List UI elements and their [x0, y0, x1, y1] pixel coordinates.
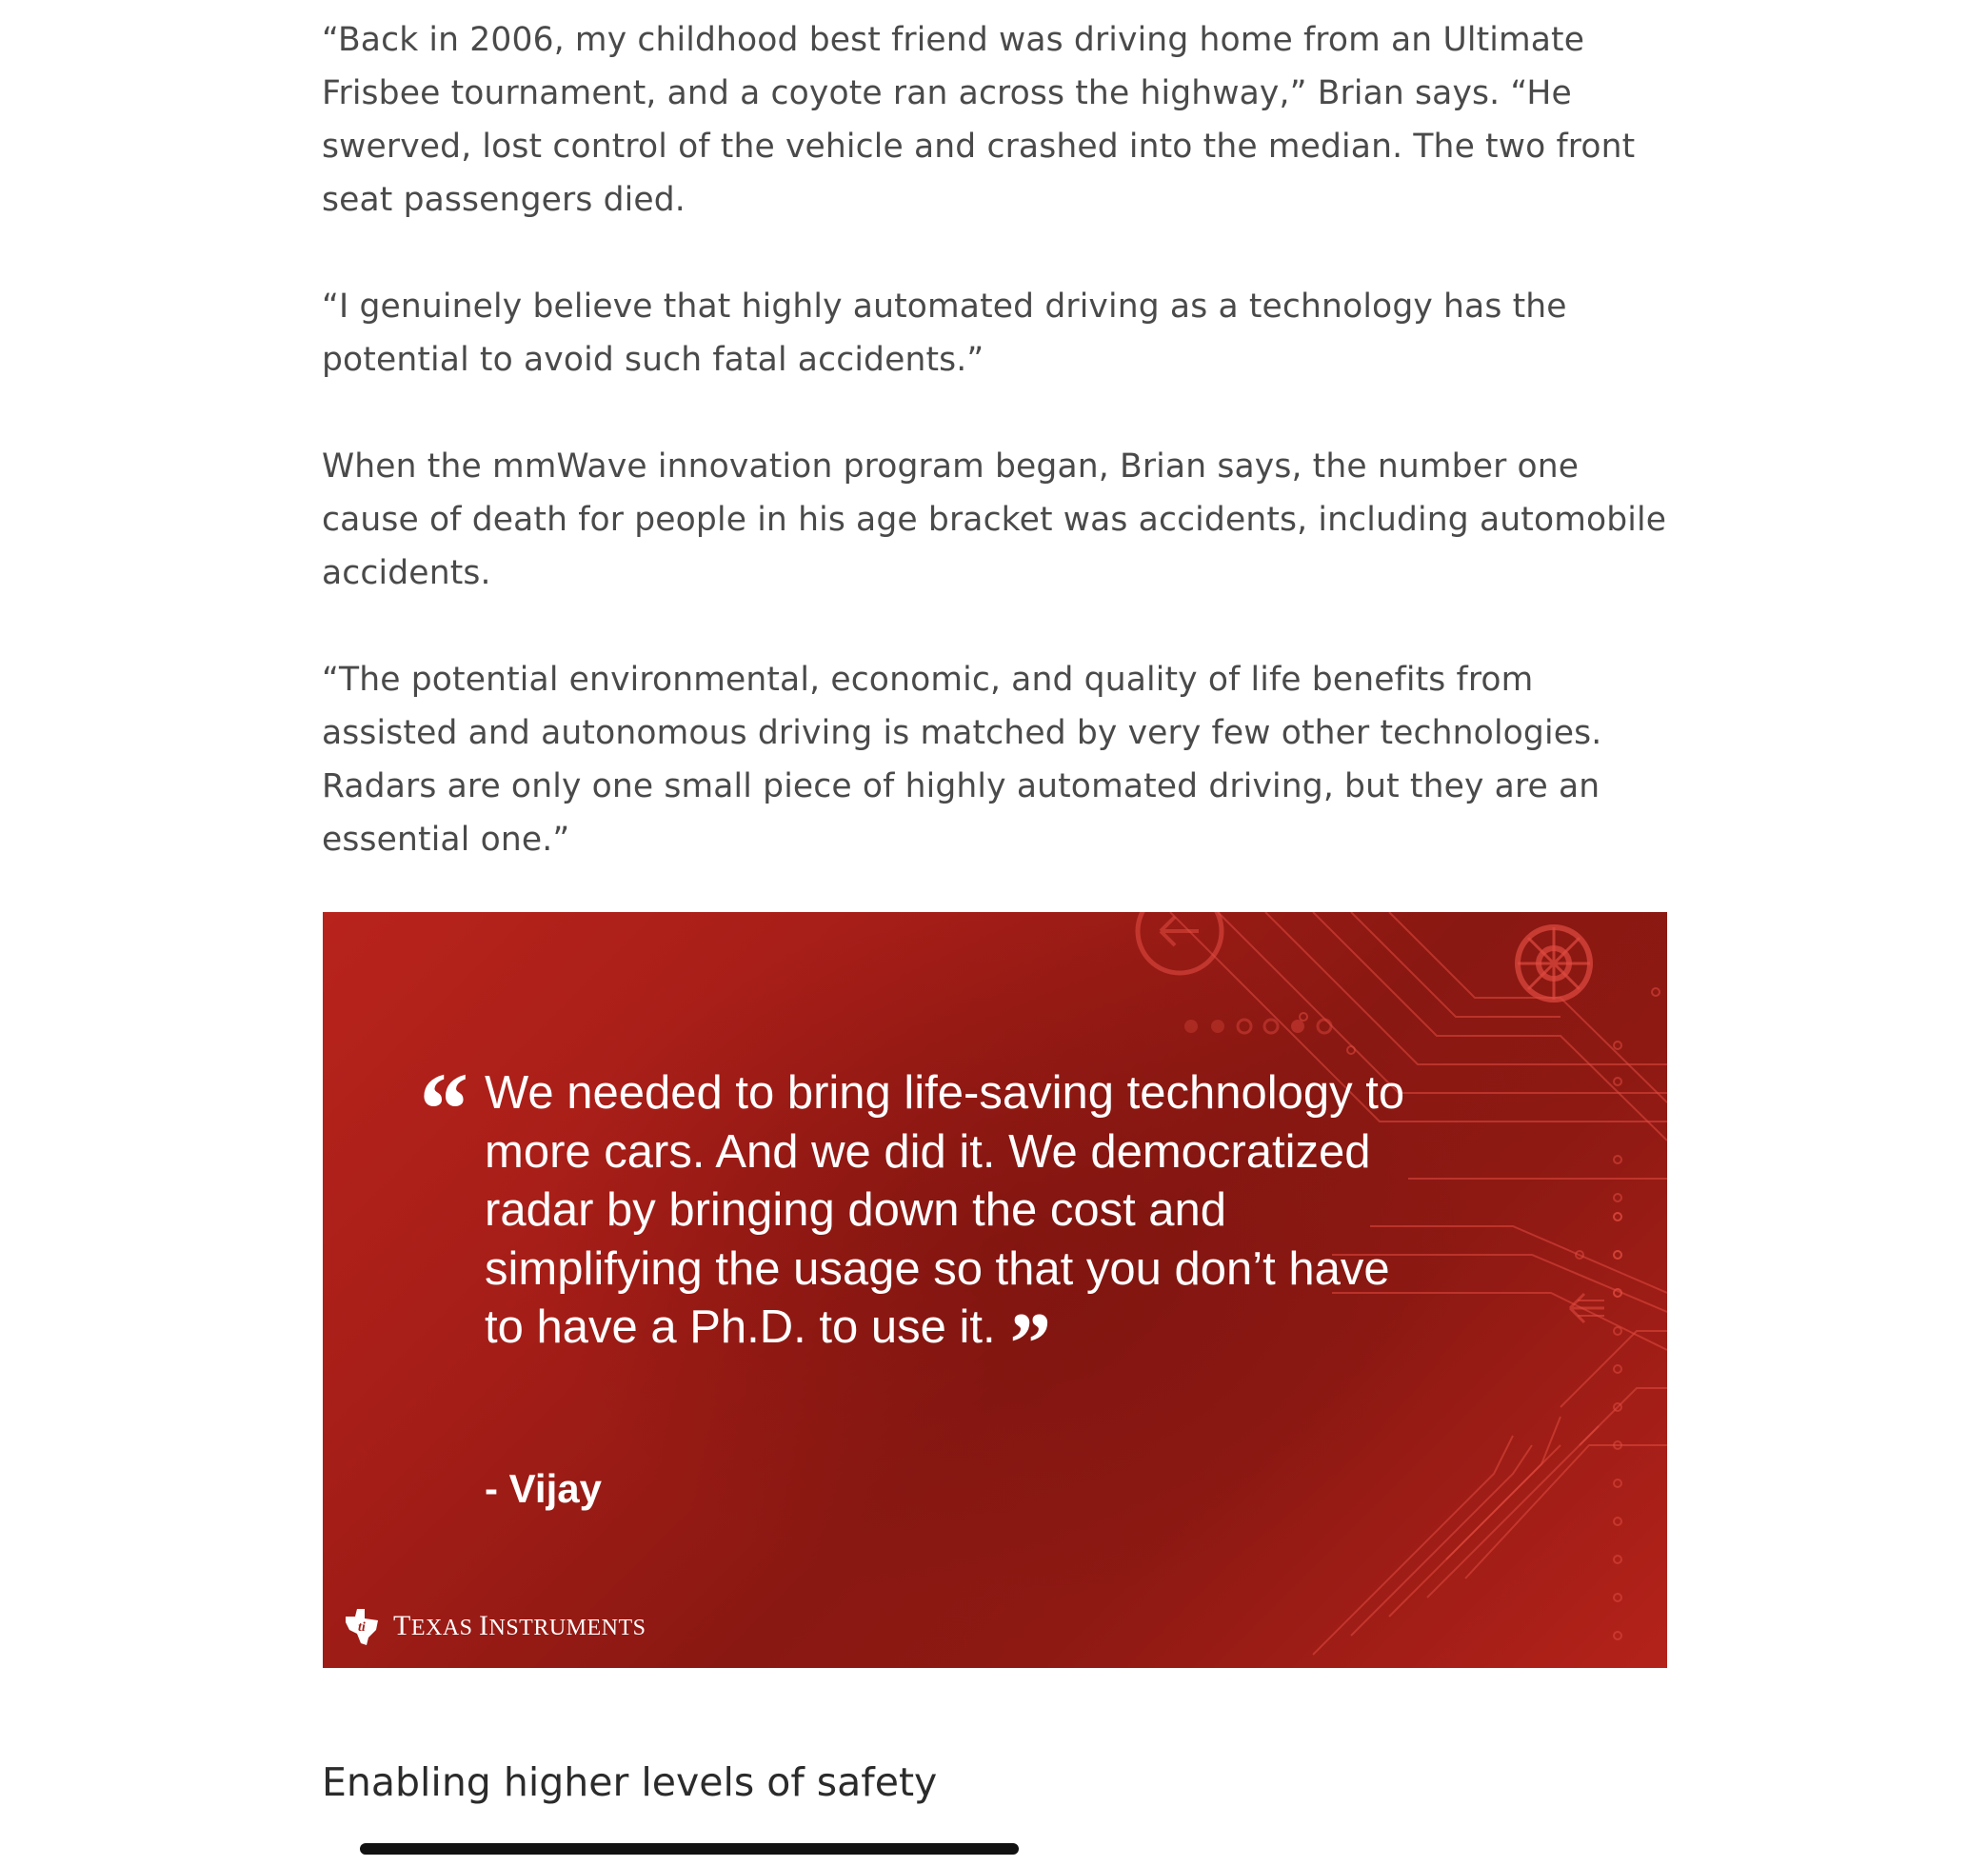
ti-state-logo-icon — [342, 1605, 384, 1647]
pull-quote-text — [485, 1064, 1418, 1392]
section-heading: Enabling higher levels of safety — [322, 1759, 938, 1805]
article-body — [322, 13, 1674, 920]
paragraph-2: “I genuinely believe that highly automated driving as a technology has the potential to avoid such fatal accidents.” — [322, 288, 1567, 379]
paragraph-3: When the mmWave innovation program began, Brian says, the number one cause of death for people in his age bracket was accidents, including automobile accidents. — [322, 447, 1667, 592]
quote-attribution: - Vijay — [485, 1466, 602, 1511]
paragraph-1: “Back in 2006, my childhood best friend was driving home from an Ultimate Frisbee tournament, and a coyote ran across the highway,” Brian says. “He swerved, lost control of the vehicle and crashed into the median. The two front seat passengers died. — [322, 21, 1636, 219]
quote-card-image — [323, 912, 1667, 1668]
pull-quote-body: We needed to bring life-saving technology to more cars. And we did it. We democratized radar by bringing down the cost and simplifying the usage so that you don’t have to have a Ph.D. to use it. — [485, 1067, 1405, 1353]
texas-instruments-logo — [342, 1605, 646, 1647]
texas-instruments-wordmark: TEXAS INSTRUMENTS — [393, 1610, 646, 1641]
paragraph-4: “The potential environmental, economic, and quality of life benefits from assisted and autonomous driving is matched by very few other technologies. Radars are only one small piece of highly automated driving, but they are an essential one.” — [322, 661, 1602, 859]
svg-text:ti: ti — [358, 1620, 366, 1635]
home-indicator-bar[interactable] — [360, 1843, 1019, 1855]
close-quote-mark: ” — [1004, 1295, 1049, 1392]
open-quote-mark: “ — [414, 1051, 467, 1167]
